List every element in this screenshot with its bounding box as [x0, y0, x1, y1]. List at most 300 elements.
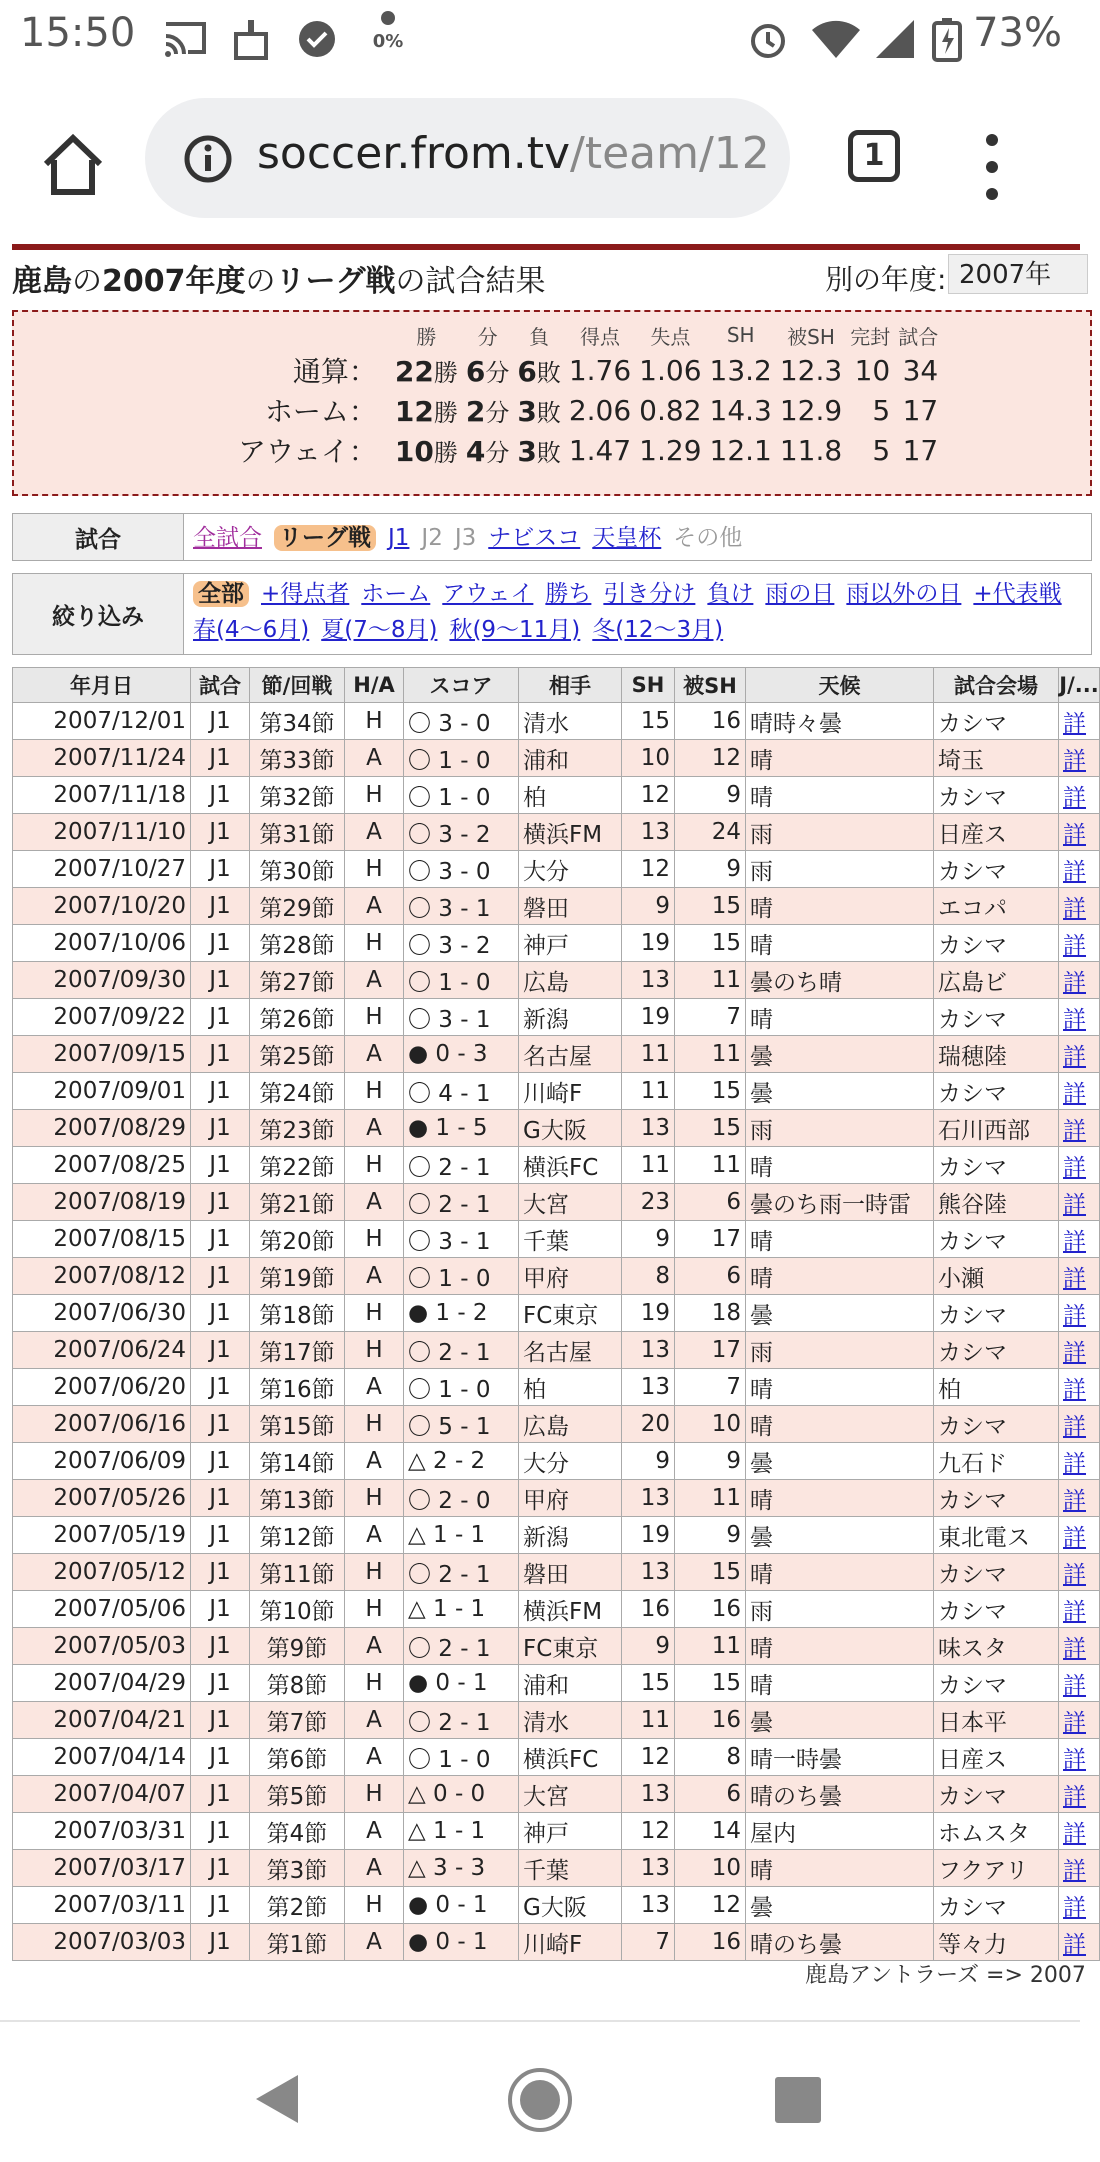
table-cell: 2007/08/15 — [13, 1221, 191, 1258]
table-cell: カシマ — [934, 1554, 1059, 1591]
table-cell: 埼玉 — [934, 740, 1059, 777]
table-cell: J1 — [191, 1073, 250, 1110]
table-cell: J1 — [191, 1850, 250, 1887]
summary-row — [234, 390, 942, 430]
table-cell: 2007/04/07 — [13, 1776, 191, 1813]
refine-option[interactable]: 雨の日 — [765, 581, 835, 607]
table-cell: 〇 2 - 1 — [404, 1702, 519, 1739]
table-cell: 〇 3 - 2 — [404, 814, 519, 851]
browser-toolbar — [0, 80, 1080, 240]
table-cell: ● 0 - 1 — [404, 1924, 519, 1961]
table-cell: J1 — [191, 888, 250, 925]
header-rule — [12, 244, 1080, 250]
detail-link[interactable]: 詳 — [1059, 1147, 1100, 1184]
table-cell: A — [345, 1369, 404, 1406]
table-cell: 2007/09/15 — [13, 1036, 191, 1073]
table-cell: G大阪 — [519, 1110, 622, 1147]
table-cell: 第30節 — [250, 851, 345, 888]
detail-link[interactable]: 詳 — [1059, 1776, 1100, 1813]
table-cell: 13 — [622, 1554, 675, 1591]
battery-percent: 73% — [973, 10, 1062, 56]
table-cell: 晴 — [746, 1850, 934, 1887]
table-cell: 等々力 — [934, 1924, 1059, 1961]
table-row — [13, 851, 1100, 888]
summary-stat: 1.29 — [639, 433, 702, 467]
detail-link[interactable]: 詳 — [1059, 1443, 1100, 1480]
table-cell: カシマ — [934, 999, 1059, 1036]
table-cell: 15 — [675, 925, 746, 962]
detail-link[interactable]: 詳 — [1059, 1887, 1100, 1924]
table-cell: 晴 — [746, 888, 934, 925]
table-cell: 晴 — [746, 1628, 934, 1665]
table-cell: 第5節 — [250, 1776, 345, 1813]
table-cell: 15 — [675, 888, 746, 925]
table-cell: 2007/04/29 — [13, 1665, 191, 1702]
info-icon[interactable] — [183, 134, 233, 184]
detail-link[interactable]: 詳 — [1059, 1332, 1100, 1369]
table-cell: J1 — [191, 1110, 250, 1147]
table-row — [13, 1258, 1100, 1295]
table-cell: 〇 2 - 1 — [404, 1332, 519, 1369]
table-cell: 〇 3 - 1 — [404, 999, 519, 1036]
data-saver-indicator — [368, 8, 408, 52]
summary-stat: 17 — [902, 393, 939, 427]
address-bar[interactable] — [145, 98, 790, 218]
summary-count: 6 — [517, 354, 537, 388]
table-cell: 8 — [675, 1739, 746, 1776]
summary-table — [234, 320, 942, 470]
table-row — [13, 814, 1100, 851]
filter-option[interactable]: リーグ戦 — [274, 525, 376, 551]
web-page — [0, 240, 1099, 2020]
table-cell: 19 — [622, 999, 675, 1036]
cast-icon — [162, 16, 208, 62]
summary-stat: 12.1 — [709, 433, 772, 467]
summary-stat: 0.82 — [639, 393, 702, 427]
table-cell: 16 — [675, 703, 746, 740]
table-cell: J1 — [191, 777, 250, 814]
table-cell: 2007/09/30 — [13, 962, 191, 999]
refine-option[interactable]: +代表戦 — [973, 581, 1062, 607]
table-row — [13, 962, 1100, 999]
table-cell: J1 — [191, 1776, 250, 1813]
table-cell: 第1節 — [250, 1924, 345, 1961]
summary-col-header: 失点 — [650, 324, 691, 349]
refine-option[interactable]: 秋(9〜11月) — [449, 617, 581, 643]
table-cell: 2007/03/31 — [13, 1813, 191, 1850]
column-header: H/A — [345, 668, 404, 703]
table-cell: 24 — [675, 814, 746, 851]
wifi-icon — [810, 16, 864, 62]
table-cell: 11 — [675, 1628, 746, 1665]
table-cell: ● 0 - 1 — [404, 1887, 519, 1924]
column-header: 年月日 — [13, 668, 191, 703]
table-cell: 19 — [622, 1295, 675, 1332]
table-cell: カシマ — [934, 1221, 1059, 1258]
refine-option[interactable]: 勝ち — [545, 581, 592, 607]
table-cell: 晴 — [746, 1221, 934, 1258]
detail-link[interactable]: 詳 — [1059, 1628, 1100, 1665]
summary-header-row — [234, 320, 942, 350]
table-cell: 2007/05/06 — [13, 1591, 191, 1628]
table-cell: 晴 — [746, 1554, 934, 1591]
table-cell: 広島 — [519, 962, 622, 999]
table-cell: 第10節 — [250, 1591, 345, 1628]
table-cell: J1 — [191, 1295, 250, 1332]
summary-row-label: ホーム： — [264, 395, 377, 428]
table-cell: 第29節 — [250, 888, 345, 925]
table-cell: 曇 — [746, 1073, 934, 1110]
table-cell: J1 — [191, 1813, 250, 1850]
table-cell: A — [345, 1924, 404, 1961]
table-cell: 2007/11/24 — [13, 740, 191, 777]
table-cell: 日本平 — [934, 1702, 1059, 1739]
table-row — [13, 1887, 1100, 1924]
table-cell: カシマ — [934, 1591, 1059, 1628]
table-cell: 第4節 — [250, 1813, 345, 1850]
detail-link[interactable]: 詳 — [1059, 1850, 1100, 1887]
summary-count: 12 — [394, 394, 434, 428]
column-header: 試合 — [191, 668, 250, 703]
summary-record — [462, 350, 513, 390]
table-cell: H — [345, 1591, 404, 1628]
detail-link[interactable]: 詳 — [1059, 1221, 1100, 1258]
table-cell: 曇 — [746, 1036, 934, 1073]
table-cell: 6 — [675, 1776, 746, 1813]
detail-link[interactable]: 詳 — [1059, 1369, 1100, 1406]
table-cell: 晴 — [746, 1258, 934, 1295]
table-cell: 13 — [622, 1480, 675, 1517]
table-row — [13, 703, 1100, 740]
table-cell: 石川西部 — [934, 1110, 1059, 1147]
detail-link[interactable]: 詳 — [1059, 1665, 1100, 1702]
table-cell: 16 — [675, 1924, 746, 1961]
table-row — [13, 1702, 1100, 1739]
refine-option[interactable]: ホーム — [361, 581, 431, 607]
table-cell: 13 — [622, 1369, 675, 1406]
detail-link[interactable]: 詳 — [1059, 777, 1100, 814]
other-year-label: 別の年度: — [825, 263, 947, 296]
table-cell: 第27節 — [250, 962, 345, 999]
detail-link[interactable]: 詳 — [1059, 1406, 1100, 1443]
summary-record — [513, 390, 564, 430]
detail-link[interactable]: 詳 — [1059, 851, 1100, 888]
detail-link[interactable]: 詳 — [1059, 740, 1100, 777]
detail-link[interactable]: 詳 — [1059, 1739, 1100, 1776]
table-cell: A — [345, 1036, 404, 1073]
table-cell: 16 — [675, 1702, 746, 1739]
table-cell: 晴 — [746, 1480, 934, 1517]
status-bar — [0, 0, 1080, 80]
alarm-icon — [745, 16, 791, 62]
table-cell: 第12節 — [250, 1517, 345, 1554]
overflow-menu-icon[interactable] — [985, 132, 999, 202]
summary-stat: 1.47 — [568, 433, 632, 467]
title-team: 鹿島 — [12, 264, 72, 299]
detail-link[interactable]: 詳 — [1059, 1813, 1100, 1850]
detail-link[interactable]: 詳 — [1059, 1554, 1100, 1591]
column-header: J/... — [1059, 668, 1100, 703]
table-cell: 〇 1 - 0 — [404, 740, 519, 777]
table-cell: 清水 — [519, 703, 622, 740]
refine-option[interactable]: +得点者 — [261, 581, 350, 607]
summary-row-label: アウェイ： — [238, 435, 377, 468]
table-cell: 2007/10/06 — [13, 925, 191, 962]
table-row — [13, 1332, 1100, 1369]
table-cell: 第8節 — [250, 1665, 345, 1702]
table-cell: 横浜FC — [519, 1147, 622, 1184]
table-cell: A — [345, 1517, 404, 1554]
table-cell: A — [345, 1110, 404, 1147]
table-cell: 神戸 — [519, 1813, 622, 1850]
table-cell: 13 — [622, 1887, 675, 1924]
detail-link[interactable]: 詳 — [1059, 814, 1100, 851]
table-cell: J1 — [191, 1887, 250, 1924]
table-cell: J1 — [191, 1443, 250, 1480]
table-cell: J1 — [191, 1036, 250, 1073]
summary-row — [234, 430, 942, 470]
table-cell: A — [345, 962, 404, 999]
table-cell: J1 — [191, 1924, 250, 1961]
table-cell: 第26節 — [250, 999, 345, 1036]
title-suffix: 試合結果 — [425, 264, 546, 299]
table-cell: 9 — [622, 1628, 675, 1665]
refine-option[interactable]: 全部 — [193, 581, 249, 607]
detail-link[interactable]: 詳 — [1059, 962, 1100, 999]
summary-record — [391, 390, 462, 430]
table-cell: H — [345, 1665, 404, 1702]
table-cell: 雨 — [746, 1591, 934, 1628]
table-cell: A — [345, 1850, 404, 1887]
detail-link[interactable]: 詳 — [1059, 1036, 1100, 1073]
refine-option[interactable]: 冬(12〜3月) — [592, 617, 724, 643]
refine-option[interactable]: 引き分け — [603, 581, 696, 607]
detail-link[interactable]: 詳 — [1059, 1073, 1100, 1110]
table-cell: 大宮 — [519, 1776, 622, 1813]
table-cell: 10 — [675, 1406, 746, 1443]
table-cell: 9 — [675, 851, 746, 888]
table-cell: 曇 — [746, 1295, 934, 1332]
home-circle-icon[interactable] — [506, 2066, 574, 2134]
year-select[interactable]: 2007年 — [948, 254, 1088, 294]
filter-option[interactable]: ナビスコ — [488, 525, 581, 551]
filter-option[interactable]: 天皇杯 — [592, 525, 662, 551]
summary-stat: 17 — [902, 433, 939, 467]
table-cell: 〇 4 - 1 — [404, 1073, 519, 1110]
table-cell: 2007/05/26 — [13, 1480, 191, 1517]
detail-link[interactable]: 詳 — [1059, 999, 1100, 1036]
table-cell: 第2節 — [250, 1887, 345, 1924]
table-cell: 千葉 — [519, 1221, 622, 1258]
table-cell: 〇 2 - 1 — [404, 1628, 519, 1665]
detail-link[interactable]: 詳 — [1059, 888, 1100, 925]
summary-col-header: 得点 — [580, 324, 620, 349]
table-cell: H — [345, 703, 404, 740]
url-text[interactable] — [257, 128, 777, 179]
detail-link[interactable]: 詳 — [1059, 1110, 1100, 1147]
table-cell: 第23節 — [250, 1110, 345, 1147]
detail-link[interactable]: 詳 — [1059, 1480, 1100, 1517]
table-cell: 9 — [675, 1443, 746, 1480]
table-cell: 第17節 — [250, 1332, 345, 1369]
summary-stat: 5 — [872, 433, 891, 467]
table-cell: 曇 — [746, 1517, 934, 1554]
table-cell: 6 — [675, 1184, 746, 1221]
table-cell: 柏 — [519, 777, 622, 814]
table-row — [13, 1813, 1100, 1850]
table-cell: J1 — [191, 1369, 250, 1406]
table-cell: 名古屋 — [519, 1036, 622, 1073]
table-cell: J1 — [191, 1702, 250, 1739]
table-cell: 曇 — [746, 1443, 934, 1480]
table-cell: 雨 — [746, 1332, 934, 1369]
tab-switcher-button[interactable]: 1 — [848, 130, 900, 182]
table-cell: 第11節 — [250, 1554, 345, 1591]
summary-stat: 13.2 — [709, 353, 772, 387]
table-cell: 第16節 — [250, 1369, 345, 1406]
table-row — [13, 1295, 1100, 1332]
table-cell: 7 — [622, 1924, 675, 1961]
table-cell: 磐田 — [519, 888, 622, 925]
table-cell: 雨 — [746, 1110, 934, 1147]
table-cell: 〇 2 - 1 — [404, 1554, 519, 1591]
table-cell: 13 — [622, 1110, 675, 1147]
table-cell: 川崎F — [519, 1073, 622, 1110]
table-cell: 雨 — [746, 814, 934, 851]
table-cell: カシマ — [934, 925, 1059, 962]
detail-link[interactable]: 詳 — [1059, 1591, 1100, 1628]
table-cell: 17 — [675, 1332, 746, 1369]
table-row — [13, 1517, 1100, 1554]
filter-option: J2 — [421, 525, 443, 551]
table-cell: H — [345, 1221, 404, 1258]
breadcrumb[interactable]: 鹿島アントラーズ => 2007 — [805, 1963, 1086, 1988]
table-cell: 第33節 — [250, 740, 345, 777]
back-icon[interactable] — [252, 2072, 302, 2126]
table-cell: J1 — [191, 925, 250, 962]
table-cell: H — [345, 1295, 404, 1332]
table-cell: △ 1 - 1 — [404, 1813, 519, 1850]
table-cell: 第9節 — [250, 1628, 345, 1665]
table-cell: 12 — [675, 1887, 746, 1924]
table-cell: 9 — [622, 1221, 675, 1258]
recents-icon[interactable] — [775, 2077, 821, 2123]
detail-link[interactable]: 詳 — [1059, 703, 1100, 740]
table-cell: 2007/09/01 — [13, 1073, 191, 1110]
summary-stat: 14.3 — [709, 393, 772, 427]
summary-col-header: 負 — [529, 324, 550, 349]
table-cell: 第24節 — [250, 1073, 345, 1110]
table-cell: カシマ — [934, 1480, 1059, 1517]
table-cell: H — [345, 999, 404, 1036]
filter-option: その他 — [673, 525, 743, 551]
detail-link[interactable]: 詳 — [1059, 1702, 1100, 1739]
table-row — [13, 777, 1100, 814]
summary-unit: 分 — [485, 358, 510, 387]
table-cell: H — [345, 1887, 404, 1924]
detail-link[interactable]: 詳 — [1059, 1924, 1100, 1961]
column-header: SH — [622, 668, 675, 703]
detail-link[interactable]: 詳 — [1059, 1295, 1100, 1332]
table-cell: 第28節 — [250, 925, 345, 962]
table-cell: J1 — [191, 1517, 250, 1554]
table-row — [13, 1073, 1100, 1110]
refine-option[interactable]: 夏(7〜8月) — [321, 617, 438, 643]
refine-option[interactable]: アウェイ — [442, 581, 534, 607]
table-cell: 味スタ — [934, 1628, 1059, 1665]
table-cell: J1 — [191, 851, 250, 888]
table-cell: J1 — [191, 703, 250, 740]
table-row — [13, 1147, 1100, 1184]
table-cell: 第19節 — [250, 1258, 345, 1295]
filter-option[interactable]: 全試合 — [193, 525, 262, 551]
table-cell: 2007/05/12 — [13, 1554, 191, 1591]
table-cell: 11 — [622, 1702, 675, 1739]
table-cell: 甲府 — [519, 1258, 622, 1295]
table-row — [13, 740, 1100, 777]
summary-unit: 分 — [485, 438, 510, 467]
table-cell: 15 — [675, 1073, 746, 1110]
summary-col-header: SH — [726, 323, 755, 347]
table-cell: 2007/05/19 — [13, 1517, 191, 1554]
table-cell: 〇 5 - 1 — [404, 1406, 519, 1443]
summary-unit: 敗 — [536, 438, 561, 467]
detail-link[interactable]: 詳 — [1059, 1517, 1100, 1554]
refine-option[interactable]: 負け — [707, 581, 754, 607]
home-icon[interactable] — [38, 130, 108, 200]
detail-link[interactable]: 詳 — [1059, 1184, 1100, 1221]
table-cell: J1 — [191, 1332, 250, 1369]
summary-stat: 5 — [872, 393, 891, 427]
refine-option[interactable]: 雨以外の日 — [846, 581, 962, 607]
summary-stat: 12.9 — [779, 393, 843, 427]
table-cell: 横浜FM — [519, 814, 622, 851]
table-cell: 19 — [622, 1517, 675, 1554]
table-cell: 2007/08/29 — [13, 1110, 191, 1147]
table-cell: 甲府 — [519, 1480, 622, 1517]
table-cell: エコパ — [934, 888, 1059, 925]
table-cell: 晴のち曇 — [746, 1776, 934, 1813]
table-cell: 23 — [622, 1184, 675, 1221]
table-cell: J1 — [191, 999, 250, 1036]
detail-link[interactable]: 詳 — [1059, 1258, 1100, 1295]
table-cell: H — [345, 851, 404, 888]
summary-count: 10 — [394, 434, 434, 468]
table-cell: 〇 3 - 0 — [404, 703, 519, 740]
table-cell: A — [345, 1443, 404, 1480]
refine-option[interactable]: 春(4〜6月) — [193, 617, 310, 643]
table-cell: カシマ — [934, 1147, 1059, 1184]
table-cell: 第20節 — [250, 1221, 345, 1258]
table-cell: カシマ — [934, 1776, 1059, 1813]
summary-record — [513, 430, 564, 470]
table-row — [13, 1739, 1100, 1776]
table-cell: J1 — [191, 962, 250, 999]
table-cell: 2007/06/20 — [13, 1369, 191, 1406]
table-cell: 15 — [675, 1665, 746, 1702]
battery-icon — [932, 16, 962, 62]
detail-link[interactable]: 詳 — [1059, 925, 1100, 962]
title-particle: の — [395, 264, 426, 299]
check-circle-icon — [294, 16, 340, 62]
filter-option[interactable]: J1 — [388, 525, 410, 551]
table-cell: △ 3 - 3 — [404, 1850, 519, 1887]
match-filter-label: 試合 — [13, 514, 184, 560]
table-cell: 第14節 — [250, 1443, 345, 1480]
table-cell: 〇 1 - 0 — [404, 1739, 519, 1776]
table-cell: 12 — [622, 1739, 675, 1776]
table-cell: 曇のち晴 — [746, 962, 934, 999]
